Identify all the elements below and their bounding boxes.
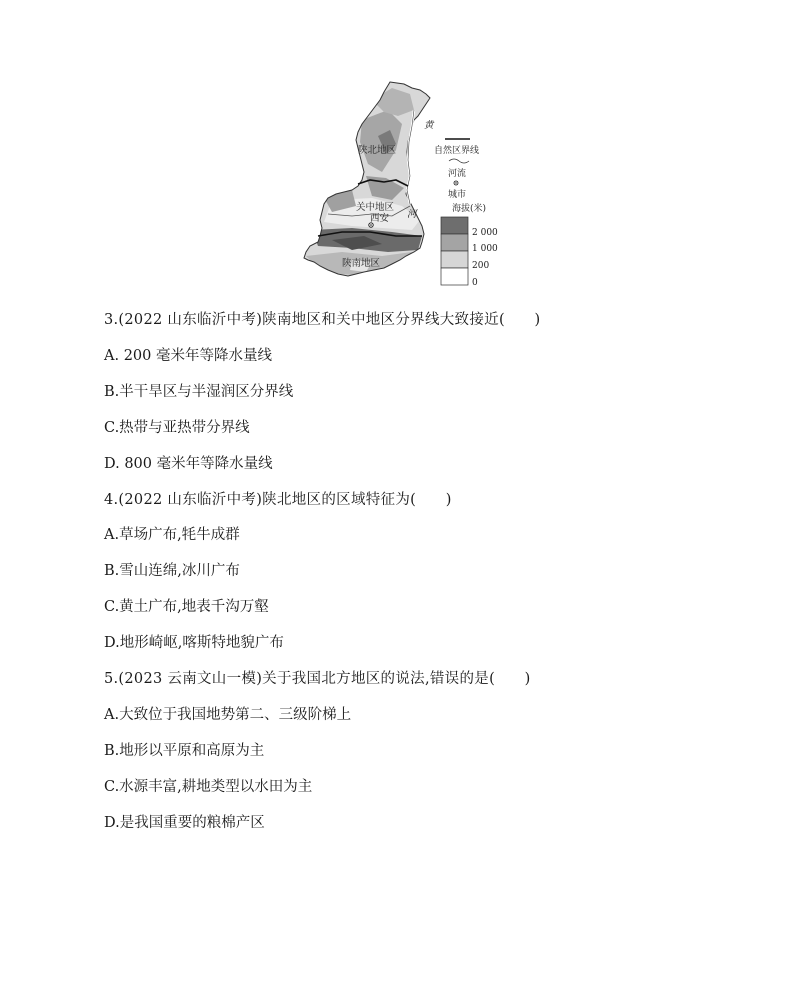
question-5-stem: 5.(2023 云南文山一模)关于我国北方地区的说法,错误的是( ) xyxy=(104,671,531,687)
question-4-option-d: D.地形崎岖,喀斯特地貌广布 xyxy=(104,635,284,651)
question-3-option-c: C.热带与亚热带分界线 xyxy=(104,420,250,436)
question-5-option-a: A.大致位于我国地势第二、三级阶梯上 xyxy=(104,707,352,723)
question-4-option-b: B.雪山连绵,冰川广布 xyxy=(104,563,240,579)
question-3-option-b: B.半干旱区与半湿润区分界线 xyxy=(104,384,294,400)
river-label-he: 河 xyxy=(407,209,417,220)
question-3-option-a: A. 200 毫米年等降水量线 xyxy=(104,348,272,364)
region-label-guanzhong: 关中地区 xyxy=(356,202,395,213)
city-label-xian: 西安 xyxy=(370,213,390,224)
legend-river-label: 河流 xyxy=(448,169,467,179)
region-label-shanbei: 陕北地区 xyxy=(358,145,397,156)
question-4-option-c: C.黄土广布,地表千沟万壑 xyxy=(104,599,269,615)
question-4-stem: 4.(2022 山东临沂中考)陕北地区的区域特征为( ) xyxy=(104,492,452,508)
legend-city-label: 城市 xyxy=(448,190,467,200)
legend-level-2000: 2 000 xyxy=(472,228,498,238)
legend-level-200: 200 xyxy=(472,261,490,271)
legend-level-0: 0 xyxy=(472,278,478,288)
region-label-shannan: 陕南地区 xyxy=(342,258,381,269)
question-3-stem: 3.(2022 山东临沂中考)陕南地区和关中地区分界线大致接近( ) xyxy=(104,312,541,328)
question-4-option-a: A.草场广布,牦牛成群 xyxy=(104,527,240,543)
legend-level-1000: 1 000 xyxy=(472,244,498,254)
question-3-option-d: D. 800 毫米年等降水量线 xyxy=(104,456,273,472)
shaanxi-map xyxy=(292,80,502,302)
shaanxi-map-figure xyxy=(292,80,502,302)
river-label-huang: 黄 xyxy=(424,120,434,131)
legend-boundary-label: 自然区界线 xyxy=(434,146,480,156)
elevation-legend-swatches xyxy=(441,217,468,285)
legend-river-symbol xyxy=(449,159,469,163)
question-5-option-d: D.是我国重要的粮棉产区 xyxy=(104,815,265,831)
question-5-option-b: B.地形以平原和高原为主 xyxy=(104,743,265,759)
legend-elevation-title: 海拔(米) xyxy=(452,204,487,214)
question-5-option-c: C.水源丰富,耕地类型以水田为主 xyxy=(104,779,313,795)
